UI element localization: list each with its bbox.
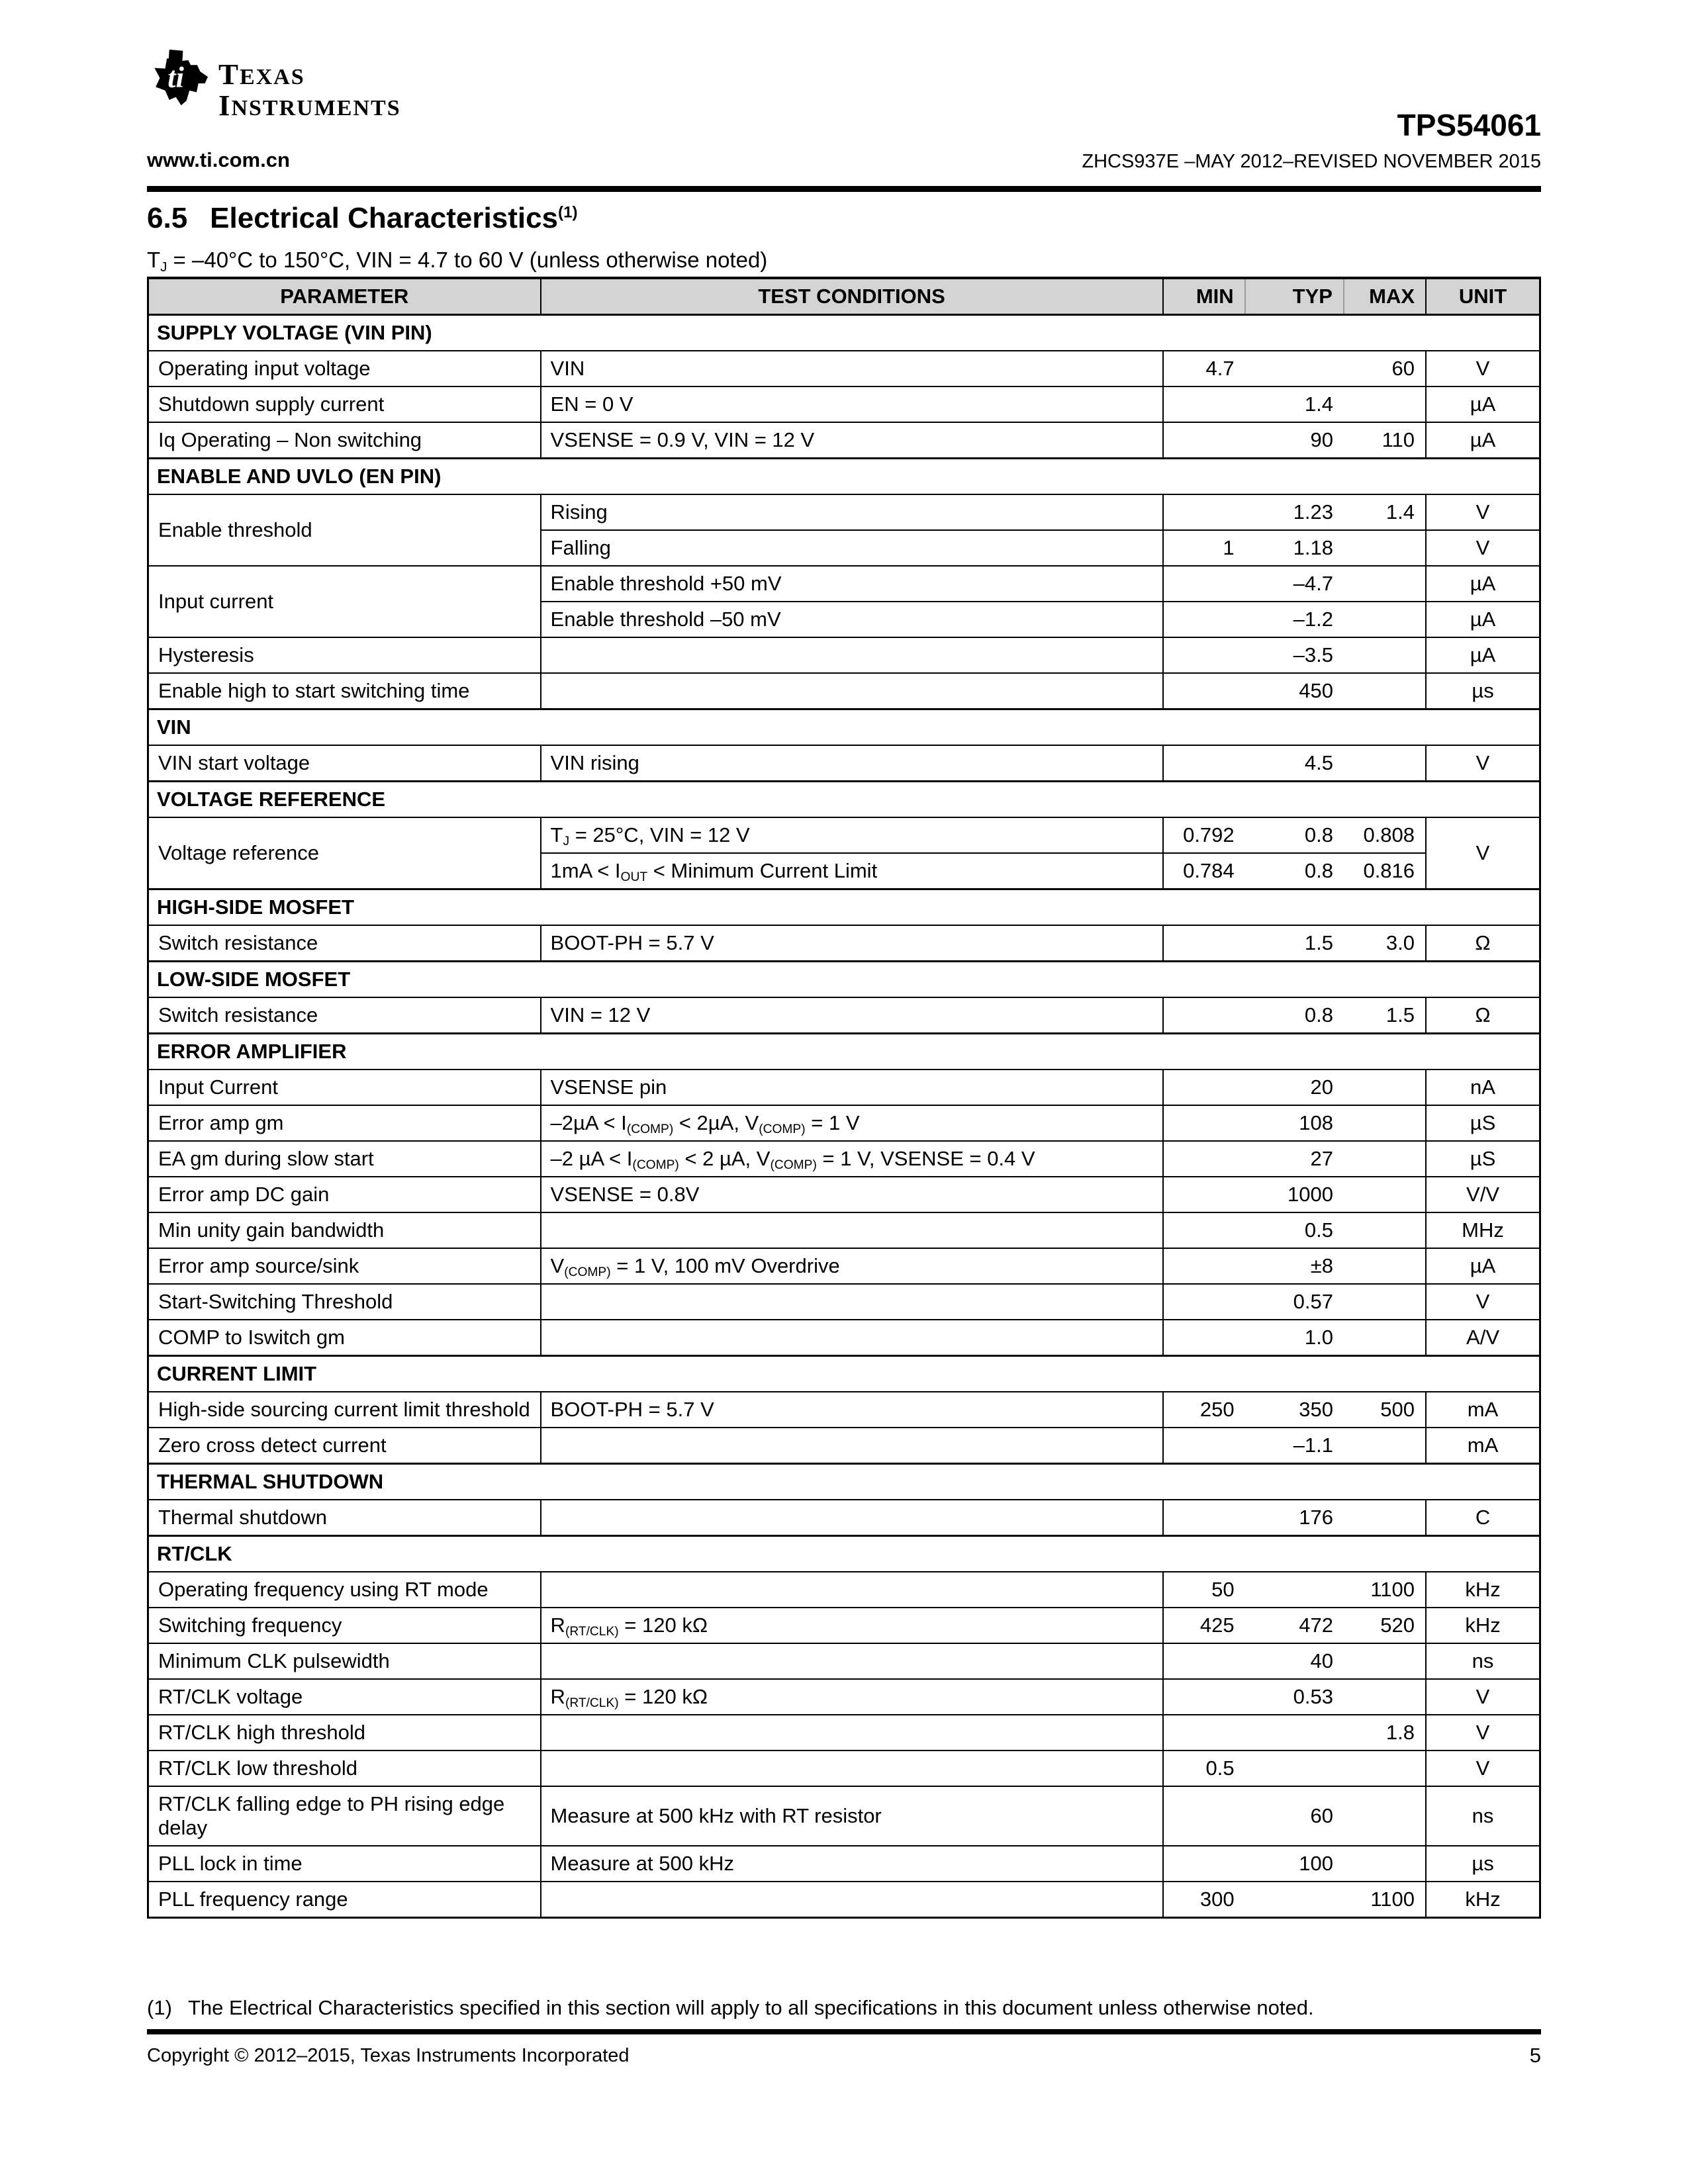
footnote-number: (1) (147, 1996, 172, 2019)
typ-cell: 20 (1245, 1069, 1344, 1105)
max-cell (1344, 673, 1426, 709)
cond-cell: Measure at 500 kHz with RT resistor (541, 1786, 1163, 1846)
max-cell (1344, 1751, 1426, 1786)
unit-cell: C (1426, 1500, 1540, 1536)
section-row (148, 709, 1540, 746)
max-cell (1344, 387, 1426, 422)
unit-cell: V (1426, 1715, 1540, 1751)
max-cell: 1100 (1344, 1882, 1426, 1918)
cond-cell: –2 $\mu A < I_{(COMP)} < 2$ µA, $V_{(COMP)} = 1$ V, VSENSE = 0.4 V (541, 1141, 1163, 1177)
min-cell (1163, 1177, 1245, 1212)
cond-cell: EN = 0 V (541, 387, 1163, 422)
cond-cell: Enable threshold +50 mV (541, 566, 1163, 602)
typ-cell: 1.23 (1245, 494, 1344, 530)
table-row (148, 1141, 1540, 1177)
param-cell: Enable threshold (148, 494, 541, 566)
min-cell (1163, 1069, 1245, 1105)
min-cell (1163, 566, 1245, 602)
param-cell: Enable high to start switching time (148, 673, 541, 709)
typ-cell: 472 (1245, 1608, 1344, 1643)
unit-cell: V (1426, 1751, 1540, 1786)
min-cell: 50 (1163, 1572, 1245, 1608)
table-row (148, 1608, 1540, 1643)
typ-cell (1245, 1572, 1344, 1608)
max-cell (1344, 1846, 1426, 1882)
unit-cell: ns (1426, 1786, 1540, 1846)
max-cell (1344, 1643, 1426, 1679)
cond-cell: VSENSE pin (541, 1069, 1163, 1105)
typ-cell (1245, 1751, 1344, 1786)
cond-cell (541, 673, 1163, 709)
max-cell: 1.4 (1344, 494, 1426, 530)
min-cell (1163, 1320, 1245, 1356)
table-row (148, 1069, 1540, 1105)
unit-cell: µs (1426, 673, 1540, 709)
unit-cell: µA (1426, 1248, 1540, 1284)
unit-cell: V (1426, 1284, 1540, 1320)
table-header-row (148, 278, 1540, 315)
typ-cell: –1.2 (1245, 602, 1344, 637)
table-row (148, 1392, 1540, 1428)
max-cell: 60 (1344, 351, 1426, 387)
ti-logo-icon (150, 49, 209, 106)
max-cell (1344, 745, 1426, 782)
table-row (148, 1679, 1540, 1715)
param-cell: Voltage reference (148, 817, 541, 889)
max-cell (1344, 637, 1426, 673)
logo-line-texas: TEXAS (218, 58, 305, 91)
max-cell: 500 (1344, 1392, 1426, 1428)
min-cell: 300 (1163, 1882, 1245, 1918)
max-cell (1344, 1212, 1426, 1248)
cond-cell: VSENSE = 0.9 V, VIN = 12 V (541, 422, 1163, 459)
table-row (148, 1643, 1540, 1679)
section-label: SUPPLY VOLTAGE (VIN PIN) (148, 315, 1540, 351)
section-label: CURRENT LIMIT (148, 1356, 1540, 1392)
section-row (148, 1034, 1540, 1070)
param-cell: Minimum CLK pulsewidth (148, 1643, 541, 1679)
param-cell: Error amp source/sink (148, 1248, 541, 1284)
typ-cell (1245, 351, 1344, 387)
cond-cell: $R_{(RT/CLK)} = 120$ kΩ (541, 1679, 1163, 1715)
section-row (148, 782, 1540, 818)
typ-cell: ±8 (1245, 1248, 1344, 1284)
unit-cell: µA (1426, 387, 1540, 422)
max-cell (1344, 530, 1426, 566)
param-cell: PLL frequency range (148, 1882, 541, 1918)
max-cell: 1.5 (1344, 997, 1426, 1034)
table-row (148, 1212, 1540, 1248)
table-row (148, 745, 1540, 782)
cond-cell: $T_J = 25^\circ C$, VIN = 12 V (541, 817, 1163, 853)
typ-cell: –1.1 (1245, 1428, 1344, 1464)
param-cell: Start-Switching Threshold (148, 1284, 541, 1320)
param-cell: Switch resistance (148, 997, 541, 1034)
param-cell: COMP to Iswitch gm (148, 1320, 541, 1356)
typ-cell: 176 (1245, 1500, 1344, 1536)
table-row (148, 351, 1540, 387)
table-row (148, 494, 1540, 530)
min-cell (1163, 494, 1245, 530)
col-header-unit: UNIT (1426, 278, 1540, 315)
max-cell (1344, 1105, 1426, 1141)
unit-cell: MHz (1426, 1212, 1540, 1248)
typ-cell: 90 (1245, 422, 1344, 459)
min-cell (1163, 925, 1245, 962)
section-label: VOLTAGE REFERENCE (148, 782, 1540, 818)
cond-cell: $-2\mu A < I_{(COMP)} < 2\mu A$, $V_{(COMP)} = 1$ V (541, 1105, 1163, 1141)
max-cell (1344, 602, 1426, 637)
max-cell: 1100 (1344, 1572, 1426, 1608)
table-row (148, 1882, 1540, 1918)
cond-cell (541, 1715, 1163, 1751)
unit-cell: µs (1426, 1846, 1540, 1882)
cond-cell (541, 1572, 1163, 1608)
param-cell: Min unity gain bandwidth (148, 1212, 541, 1248)
logo-line-instruments: INSTRUMENTS (218, 88, 401, 122)
min-cell (1163, 1105, 1245, 1141)
max-cell (1344, 566, 1426, 602)
unit-cell: µA (1426, 602, 1540, 637)
col-header-test-conditions: TEST CONDITIONS (541, 278, 1163, 315)
electrical-characteristics-table (147, 277, 1541, 1919)
table-row (148, 673, 1540, 709)
test-conditions-line: $T_J = -40^\circ C$ to 150°C, VIN = 4.7 to 60 V (unless otherwise noted) (147, 248, 768, 275)
col-header-max: MAX (1344, 278, 1426, 315)
section-title (147, 202, 578, 235)
unit-cell: mA (1426, 1428, 1540, 1464)
typ-cell (1245, 1882, 1344, 1918)
section-row (148, 1356, 1540, 1392)
typ-cell: 27 (1245, 1141, 1344, 1177)
table-row (148, 1320, 1540, 1356)
col-header-typ: TYP (1245, 278, 1344, 315)
typ-cell: –4.7 (1245, 566, 1344, 602)
param-cell: Error amp DC gain (148, 1177, 541, 1212)
max-cell: 110 (1344, 422, 1426, 459)
min-cell (1163, 1212, 1245, 1248)
min-cell (1163, 422, 1245, 459)
footnote (147, 1996, 1314, 2020)
param-cell: RT/CLK voltage (148, 1679, 541, 1715)
cond-cell (541, 1643, 1163, 1679)
table-row (148, 1177, 1540, 1212)
typ-cell: 1000 (1245, 1177, 1344, 1212)
param-cell: Operating frequency using RT mode (148, 1572, 541, 1608)
max-cell (1344, 1500, 1426, 1536)
unit-cell: µS (1426, 1141, 1540, 1177)
table-row (148, 1248, 1540, 1284)
table-row (148, 1500, 1540, 1536)
unit-cell: V/V (1426, 1177, 1540, 1212)
min-cell: 4.7 (1163, 351, 1245, 387)
max-cell (1344, 1248, 1426, 1284)
cond-cell (541, 637, 1163, 673)
min-cell: 0.5 (1163, 1751, 1245, 1786)
footnote-reference: (1) (558, 203, 578, 222)
max-cell: 1.8 (1344, 1715, 1426, 1751)
param-cell: Shutdown supply current (148, 387, 541, 422)
unit-cell: nA (1426, 1069, 1540, 1105)
typ-cell: 60 (1245, 1786, 1344, 1846)
min-cell (1163, 1500, 1245, 1536)
typ-cell: 0.8 (1245, 853, 1344, 889)
cond-cell: Enable threshold –50 mV (541, 602, 1163, 637)
svg-text:ti: ti (167, 60, 184, 94)
section-title-text: Electrical Characteristics (210, 202, 559, 234)
header-rule (147, 186, 1541, 192)
cond-cell: $V_{(COMP)} = 1$ V, 100 mV Overdrive (541, 1248, 1163, 1284)
min-cell (1163, 1248, 1245, 1284)
footer-rule (147, 2029, 1541, 2034)
min-cell: 1 (1163, 530, 1245, 566)
table-row (148, 925, 1540, 962)
unit-cell: A/V (1426, 1320, 1540, 1356)
param-cell: Input current (148, 566, 541, 637)
min-cell (1163, 1846, 1245, 1882)
typ-cell: 40 (1245, 1643, 1344, 1679)
unit-cell: V (1426, 530, 1540, 566)
table-row (148, 422, 1540, 459)
section-row (148, 315, 1540, 351)
table-row (148, 1786, 1540, 1846)
cond-cell (541, 1212, 1163, 1248)
cond-cell (541, 1284, 1163, 1320)
cond-cell: VIN (541, 351, 1163, 387)
param-cell: Switch resistance (148, 925, 541, 962)
max-cell: 520 (1344, 1608, 1426, 1643)
param-cell: Iq Operating – Non switching (148, 422, 541, 459)
min-cell (1163, 745, 1245, 782)
typ-cell: 450 (1245, 673, 1344, 709)
unit-cell: V (1426, 1679, 1540, 1715)
max-cell (1344, 1284, 1426, 1320)
max-cell (1344, 1069, 1426, 1105)
min-cell (1163, 673, 1245, 709)
unit-cell: µA (1426, 637, 1540, 673)
ti-logo-wordmark (218, 60, 401, 120)
param-cell: VIN start voltage (148, 745, 541, 782)
cond-cell: $R_{(RT/CLK)} = 120$ kΩ (541, 1608, 1163, 1643)
section-row (148, 1536, 1540, 1572)
typ-cell: 0.5 (1245, 1212, 1344, 1248)
table-row (148, 566, 1540, 602)
param-cell: Hysteresis (148, 637, 541, 673)
table-row (148, 817, 1540, 853)
param-cell: Input Current (148, 1069, 541, 1105)
doc-revision-code: ZHCS937E –MAY 2012–REVISED NOVEMBER 2015 (1082, 151, 1541, 172)
unit-cell: V (1426, 494, 1540, 530)
cond-cell: Measure at 500 kHz (541, 1846, 1163, 1882)
max-cell (1344, 1786, 1426, 1846)
min-cell (1163, 1141, 1245, 1177)
min-cell (1163, 1284, 1245, 1320)
unit-cell: V (1426, 745, 1540, 782)
typ-cell: 1.18 (1245, 530, 1344, 566)
typ-cell: 1.4 (1245, 387, 1344, 422)
param-cell: Thermal shutdown (148, 1500, 541, 1536)
section-label: LOW-SIDE MOSFET (148, 962, 1540, 998)
min-cell (1163, 1428, 1245, 1464)
max-cell (1344, 1141, 1426, 1177)
ti-logo (150, 49, 401, 120)
cond-cell (541, 1500, 1163, 1536)
col-header-min: MIN (1163, 278, 1245, 315)
min-cell: 425 (1163, 1608, 1245, 1643)
table-row (148, 1105, 1540, 1141)
min-cell: 250 (1163, 1392, 1245, 1428)
col-header-parameter: PARAMETER (148, 278, 541, 315)
cond-cell: Falling (541, 530, 1163, 566)
param-cell: Operating input voltage (148, 351, 541, 387)
cond-cell (541, 1751, 1163, 1786)
typ-cell: 0.57 (1245, 1284, 1344, 1320)
max-cell: 0.808 (1344, 817, 1426, 853)
param-cell: EA gm during slow start (148, 1141, 541, 1177)
section-row (148, 889, 1540, 926)
cond-cell: $1mA < I_{OUT}$ < Minimum Current Limit (541, 853, 1163, 889)
footnote-text: The Electrical Characteristics specified in this section will apply to all specifications in this document unless otherwise noted. (188, 1996, 1314, 2019)
param-cell: Zero cross detect current (148, 1428, 541, 1464)
cond-cell: BOOT-PH = 5.7 V (541, 925, 1163, 962)
cond-cell (541, 1428, 1163, 1464)
unit-cell: V (1426, 351, 1540, 387)
unit-cell: kHz (1426, 1882, 1540, 1918)
table-row (148, 1715, 1540, 1751)
max-cell (1344, 1177, 1426, 1212)
max-cell: 0.816 (1344, 853, 1426, 889)
unit-cell: mA (1426, 1392, 1540, 1428)
typ-cell: 4.5 (1245, 745, 1344, 782)
param-cell: PLL lock in time (148, 1846, 541, 1882)
cond-cell: Rising (541, 494, 1163, 530)
table-row (148, 1284, 1540, 1320)
cond-cell (541, 1882, 1163, 1918)
table-row (148, 1751, 1540, 1786)
cond-cell (541, 1320, 1163, 1356)
unit-cell: V (1426, 817, 1540, 889)
min-cell (1163, 1786, 1245, 1846)
part-number: TPS54061 (1397, 108, 1541, 142)
min-cell: 0.792 (1163, 817, 1245, 853)
copyright-notice: Copyright © 2012–2015, Texas Instruments Incorporated (147, 2045, 630, 2066)
param-cell: RT/CLK low threshold (148, 1751, 541, 1786)
typ-cell: –3.5 (1245, 637, 1344, 673)
website-link[interactable]: www.ti.com.cn (147, 148, 290, 171)
table-row (148, 997, 1540, 1034)
min-cell (1163, 637, 1245, 673)
section-label: ENABLE AND UVLO (EN PIN) (148, 459, 1540, 495)
min-cell (1163, 1715, 1245, 1751)
table-row (148, 387, 1540, 422)
min-cell (1163, 602, 1245, 637)
typ-cell: 108 (1245, 1105, 1344, 1141)
unit-cell: ns (1426, 1643, 1540, 1679)
min-cell: 0.784 (1163, 853, 1245, 889)
param-cell: Error amp gm (148, 1105, 541, 1141)
typ-cell: 0.53 (1245, 1679, 1344, 1715)
section-label: ERROR AMPLIFIER (148, 1034, 1540, 1070)
section-row (148, 459, 1540, 495)
unit-cell: µA (1426, 566, 1540, 602)
typ-cell: 0.8 (1245, 997, 1344, 1034)
section-number: 6.5 (147, 202, 188, 234)
unit-cell: Ω (1426, 997, 1540, 1034)
unit-cell: kHz (1426, 1572, 1540, 1608)
unit-cell: Ω (1426, 925, 1540, 962)
table-row (148, 637, 1540, 673)
cond-cell: VSENSE = 0.8V (541, 1177, 1163, 1212)
param-cell: High-side sourcing current limit threshold (148, 1392, 541, 1428)
max-cell (1344, 1679, 1426, 1715)
cond-cell: VIN = 12 V (541, 997, 1163, 1034)
cond-cell: VIN rising (541, 745, 1163, 782)
section-label: VIN (148, 709, 1540, 746)
max-cell: 3.0 (1344, 925, 1426, 962)
param-cell: Switching frequency (148, 1608, 541, 1643)
max-cell (1344, 1320, 1426, 1356)
unit-cell: kHz (1426, 1608, 1540, 1643)
unit-cell: µA (1426, 422, 1540, 459)
typ-cell: 1.0 (1245, 1320, 1344, 1356)
param-cell: RT/CLK falling edge to PH rising edge delay (148, 1786, 541, 1846)
table-row (148, 1846, 1540, 1882)
table-row (148, 1572, 1540, 1608)
min-cell (1163, 1643, 1245, 1679)
table-row (148, 1428, 1540, 1464)
typ-cell: 1.5 (1245, 925, 1344, 962)
min-cell (1163, 1679, 1245, 1715)
section-label: THERMAL SHUTDOWN (148, 1464, 1540, 1500)
typ-cell: 100 (1245, 1846, 1344, 1882)
max-cell (1344, 1428, 1426, 1464)
typ-cell: 0.8 (1245, 817, 1344, 853)
section-row (148, 962, 1540, 998)
unit-cell: µS (1426, 1105, 1540, 1141)
section-label: HIGH-SIDE MOSFET (148, 889, 1540, 926)
typ-cell (1245, 1715, 1344, 1751)
typ-cell: 350 (1245, 1392, 1344, 1428)
section-row (148, 1464, 1540, 1500)
min-cell (1163, 997, 1245, 1034)
cond-cell: BOOT-PH = 5.7 V (541, 1392, 1163, 1428)
min-cell (1163, 387, 1245, 422)
param-cell: RT/CLK high threshold (148, 1715, 541, 1751)
section-label: RT/CLK (148, 1536, 1540, 1572)
page-number: 5 (1529, 2044, 1541, 2067)
